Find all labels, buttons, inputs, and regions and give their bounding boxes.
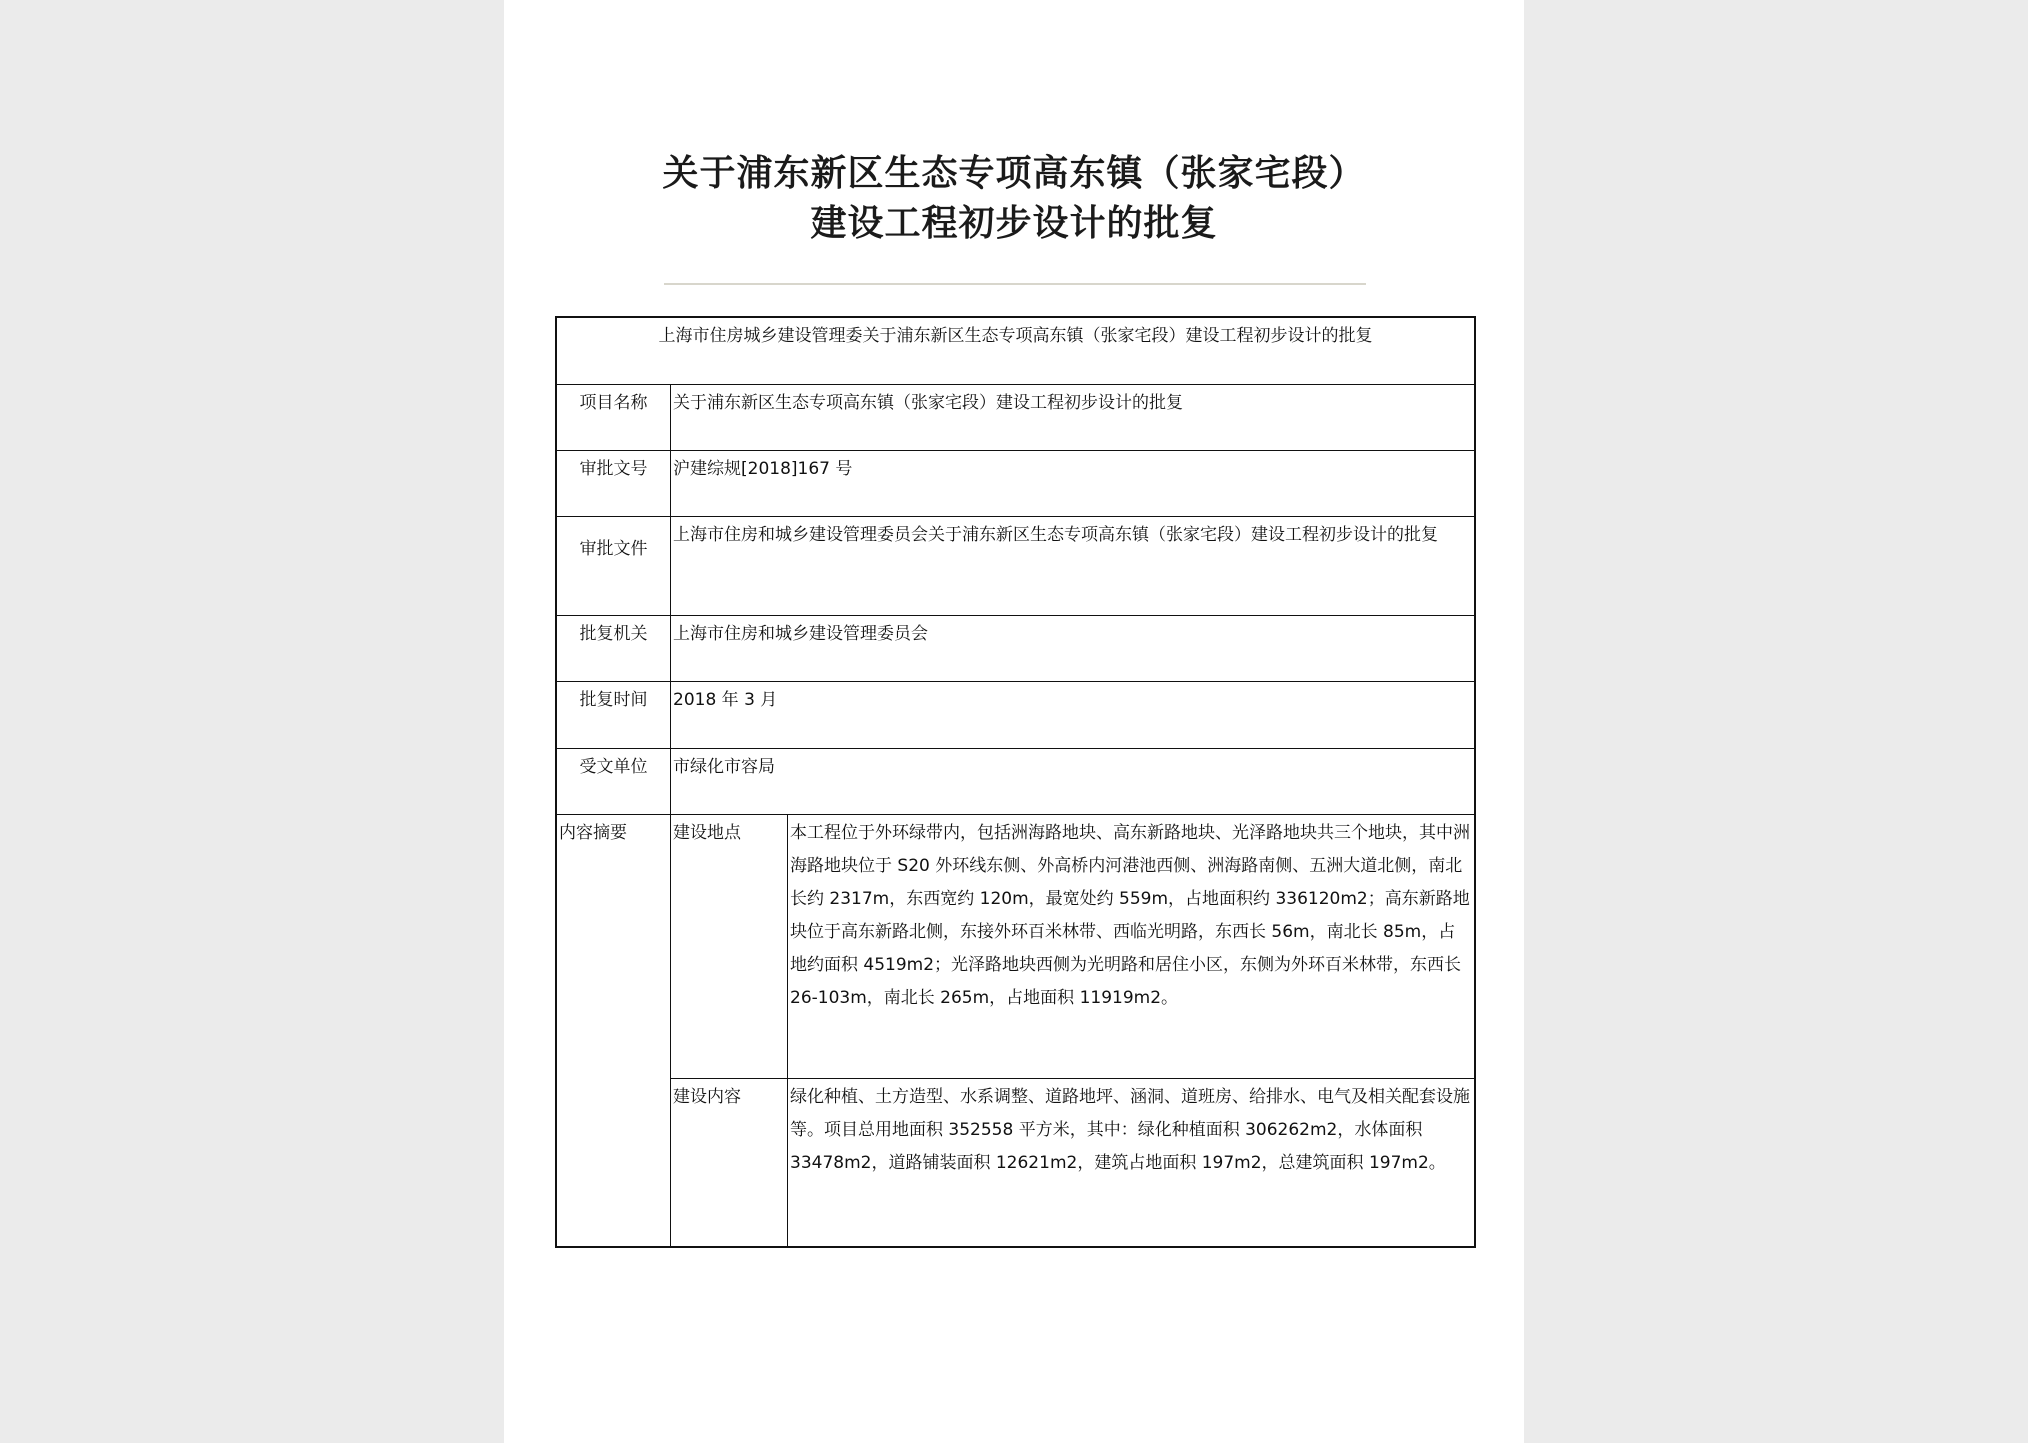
table-row (556, 748, 1475, 814)
content-label: 建设内容 (671, 1078, 788, 1247)
row-label: 受文单位 (556, 748, 671, 814)
table-row (556, 814, 1475, 1078)
row-value: 2018 年 3 月 (671, 681, 1476, 748)
row-value: 市绿化市容局 (671, 748, 1476, 814)
row-label: 审批文件 (556, 516, 671, 615)
document-title-line2: 建设工程初步设计的批复 (810, 202, 1218, 244)
table-row (556, 450, 1475, 516)
content-text: 绿化种植、土方造型、水系调整、道路地坪、涵洞、道班房、给排水、电气及相关配套设施等。项目总用地面积 352558 平方米，其中：绿化种植面积 306262m2，水体面积 33478m2，道路铺装面积 12621m2，建筑占地面积 197m2，总建筑面积 197m2。 (788, 1078, 1476, 1247)
table-row (556, 681, 1475, 748)
row-label: 项目名称 (556, 384, 671, 450)
location-text: 本工程位于外环绿带内，包括洲海路地块、高东新路地块、光泽路地块共三个地块，其中洲海路地块位于 S20 外环线东侧、外高桥内河港池西侧、洲海路南侧、五洲大道北侧，南北长约 2317m，东西宽约 120m，最宽处约 559m，占地面积约 336120m2；高东新路地块位于高东新路北侧，东接外环百米林带、西临光明路，东西长 56m，南北长 85m，占地约面积 4519m2；光泽路地块西侧为光明路和居住小区，东侧为外环百米林带，东西长 26-103m，南北长 265m，占地面积 11919m2。 (788, 814, 1476, 1078)
summary-label: 内容摘要 (556, 814, 671, 1247)
table-row (556, 516, 1475, 615)
table-row (556, 384, 1475, 450)
document-page (504, 0, 1524, 1443)
row-label: 审批文号 (556, 450, 671, 516)
table-row (556, 1078, 1475, 1247)
title-divider (664, 283, 1366, 285)
table-row (556, 615, 1475, 681)
row-label: 批复时间 (556, 681, 671, 748)
location-label: 建设地点 (671, 814, 788, 1078)
row-value: 关于浦东新区生态专项高东镇（张家宅段）建设工程初步设计的批复 (671, 384, 1476, 450)
table-row (556, 317, 1475, 384)
row-label: 批复机关 (556, 615, 671, 681)
row-value: 上海市住房和城乡建设管理委员会关于浦东新区生态专项高东镇（张家宅段）建设工程初步设计的批复 (671, 516, 1476, 615)
document-title-line1: 关于浦东新区生态专项高东镇（张家宅段） (662, 152, 1366, 194)
approval-table (555, 316, 1476, 1248)
row-value: 沪建综规[2018]167 号 (671, 450, 1476, 516)
table-header: 上海市住房城乡建设管理委关于浦东新区生态专项高东镇（张家宅段）建设工程初步设计的批复 (556, 317, 1475, 384)
row-value: 上海市住房和城乡建设管理委员会 (671, 615, 1476, 681)
